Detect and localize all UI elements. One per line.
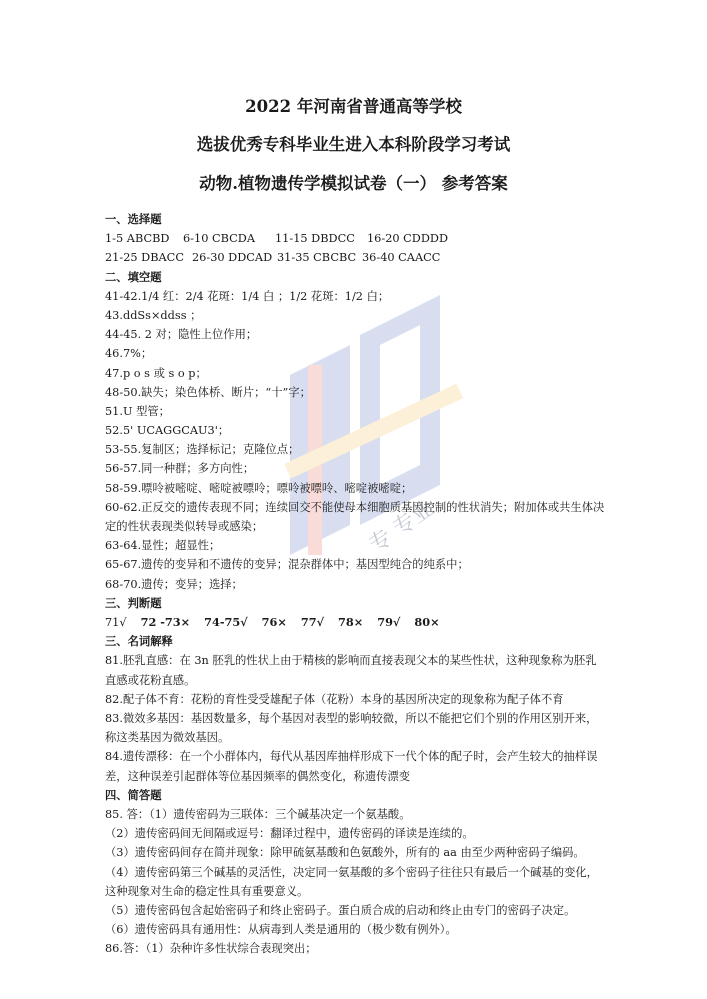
fill-answer: 58-59.嘌呤被嘧啶、嘧啶被嘌呤；嘌呤被嘌呤、嘧啶被嘧啶； bbox=[105, 481, 413, 495]
judge-item: 74-75√ bbox=[204, 614, 248, 629]
judge-item: 80× bbox=[414, 614, 440, 629]
term-answer: 82.配子体不育：花粉的育性受受雄配子体（花粉）本身的基因所决定的现象称为配子体不育 bbox=[105, 692, 564, 706]
fill-answer: 41-42.1/4 红：2/4 花斑：1/4 白 ；1/2 花斑：1/2 白； bbox=[105, 289, 390, 303]
fill-answer: 63-64.显性；超显性； bbox=[105, 539, 221, 553]
short-answer: （3）遗传密码间存在简并现象：除甲硫氨基酸和色氨酸外，所有的 aa 由至少两种密码子编码。 bbox=[105, 846, 585, 860]
watermark-text: 专 专业 bbox=[364, 495, 439, 559]
short-answer: 86.答：（1）杂种许多性状综合表现突出； bbox=[105, 942, 317, 956]
term-answer: 84.遗传漂移：在一个小群体内，每代从基因库抽样形成下一代个体的配子时，会产生较大的抽样误差，这种误差引起群体等位基因频率的偶然变化，称遗传漂变 bbox=[105, 750, 598, 783]
choice-group: 21-25 DBACC bbox=[105, 251, 184, 265]
fill-answer: 44-45. 2 对；隐性上位作用； bbox=[105, 328, 258, 342]
fill-answer: 68-70.遗传；变异；选择； bbox=[105, 577, 243, 591]
fill-answer: 65-67.遗传的变异和不遗传的变异；混杂群体中；基因型纯合的纯系中； bbox=[105, 558, 469, 572]
judge-item: 72 -73× bbox=[140, 614, 191, 629]
fill-answer: 46.7%； bbox=[105, 347, 153, 361]
title-line-1: 2022 年河南省普通高等学校 bbox=[245, 97, 462, 116]
choice-group: 36-40 CAACC bbox=[362, 251, 441, 265]
short-answer: （2）遗传密码间无间隔或逗号：翻译过程中，遗传密码的译读是连续的。 bbox=[105, 827, 474, 841]
choice-group: 16-20 CDDDD bbox=[367, 232, 449, 246]
judge-item: 76× bbox=[261, 614, 287, 629]
fill-answer: 53-55.复制区；选择标记；克隆位点； bbox=[105, 443, 300, 457]
fill-answer: 43.ddSs×ddss ； bbox=[105, 308, 202, 322]
judge-item: 78× bbox=[338, 614, 364, 629]
title-line-3: 动物.植物遗传学模拟试卷（一） 参考答案 bbox=[199, 174, 508, 193]
judge-answers bbox=[105, 613, 605, 632]
section-heading-terms: 三、名词解释 bbox=[105, 634, 173, 649]
choice-group: 11-15 DBDCC bbox=[275, 232, 355, 246]
judge-item: 79√ bbox=[377, 614, 401, 629]
answer-content bbox=[105, 210, 605, 959]
judge-item: 77√ bbox=[300, 614, 325, 629]
choice-group: 6-10 CBCDA bbox=[183, 232, 255, 246]
title-line-2: 选拔优秀专科毕业生进入本科阶段学习考试 bbox=[196, 135, 511, 154]
choice-row bbox=[105, 229, 605, 248]
judge-item: 71√ bbox=[105, 615, 127, 629]
short-answer: 85. 答：（1）遗传密码为三联体：三个碱基决定一个氨基酸。 bbox=[105, 807, 411, 821]
section-heading-choice: 一、选择题 bbox=[105, 212, 162, 226]
term-answer: 83.微效多基因：基因数量多，每个基因对表型的影响较微，所以不能把它们个别的作用区别开来，称这类基因为微效基因。 bbox=[105, 711, 598, 745]
fill-answer: 47.p o s 或 s o p； bbox=[105, 366, 207, 380]
section-heading-judge: 三、判断题 bbox=[105, 595, 162, 610]
short-answer: （6）遗传密码具有通用性：从病毒到人类是通用的（极少数有例外）。 bbox=[105, 923, 457, 937]
choice-group: 31-35 CBCBC bbox=[277, 251, 357, 265]
short-answer: （4）遗传密码第三个碱基的灵活性，决定同一氨基酸的多个密码子往往只有最后一个碱基的变化，这种现象对生命的稳定性具有重要意义。 bbox=[105, 865, 598, 898]
fill-answer: 52.5' UCAGGCAU3'； bbox=[105, 424, 230, 438]
section-heading-fill: 二、填空题 bbox=[105, 269, 162, 284]
choice-group: 1-5 ABCBD bbox=[105, 232, 170, 246]
fill-answer: 56-57.同一种群；多方向性； bbox=[105, 462, 255, 476]
fill-answer: 60-62.正反交的遗传表现不同；连续回交不能使母本细胞质基因控制的性状消失；附加体或共生体决定的性状表现类似转导或感染； bbox=[105, 500, 605, 534]
short-answer: （5）遗传密码包含起始密码子和终止密码子。蛋白质合成的启动和终止由专门的密码子决定。 bbox=[105, 903, 576, 917]
choice-row bbox=[105, 248, 605, 267]
choice-group: 26-30 DDCAD bbox=[192, 251, 273, 265]
term-answer: 81.胚乳直感：在 3n 胚乳的性状上由于精核的影响而直接表现父本的某些性状，这种现象称为胚乳直感或花粉直感。 bbox=[105, 654, 597, 687]
fill-answer: 51.U 型管； bbox=[105, 404, 170, 418]
section-heading-short: 四、简答题 bbox=[105, 787, 162, 802]
fill-answer: 48-50.缺失；染色体桥、断片；“十”字； bbox=[105, 385, 311, 399]
